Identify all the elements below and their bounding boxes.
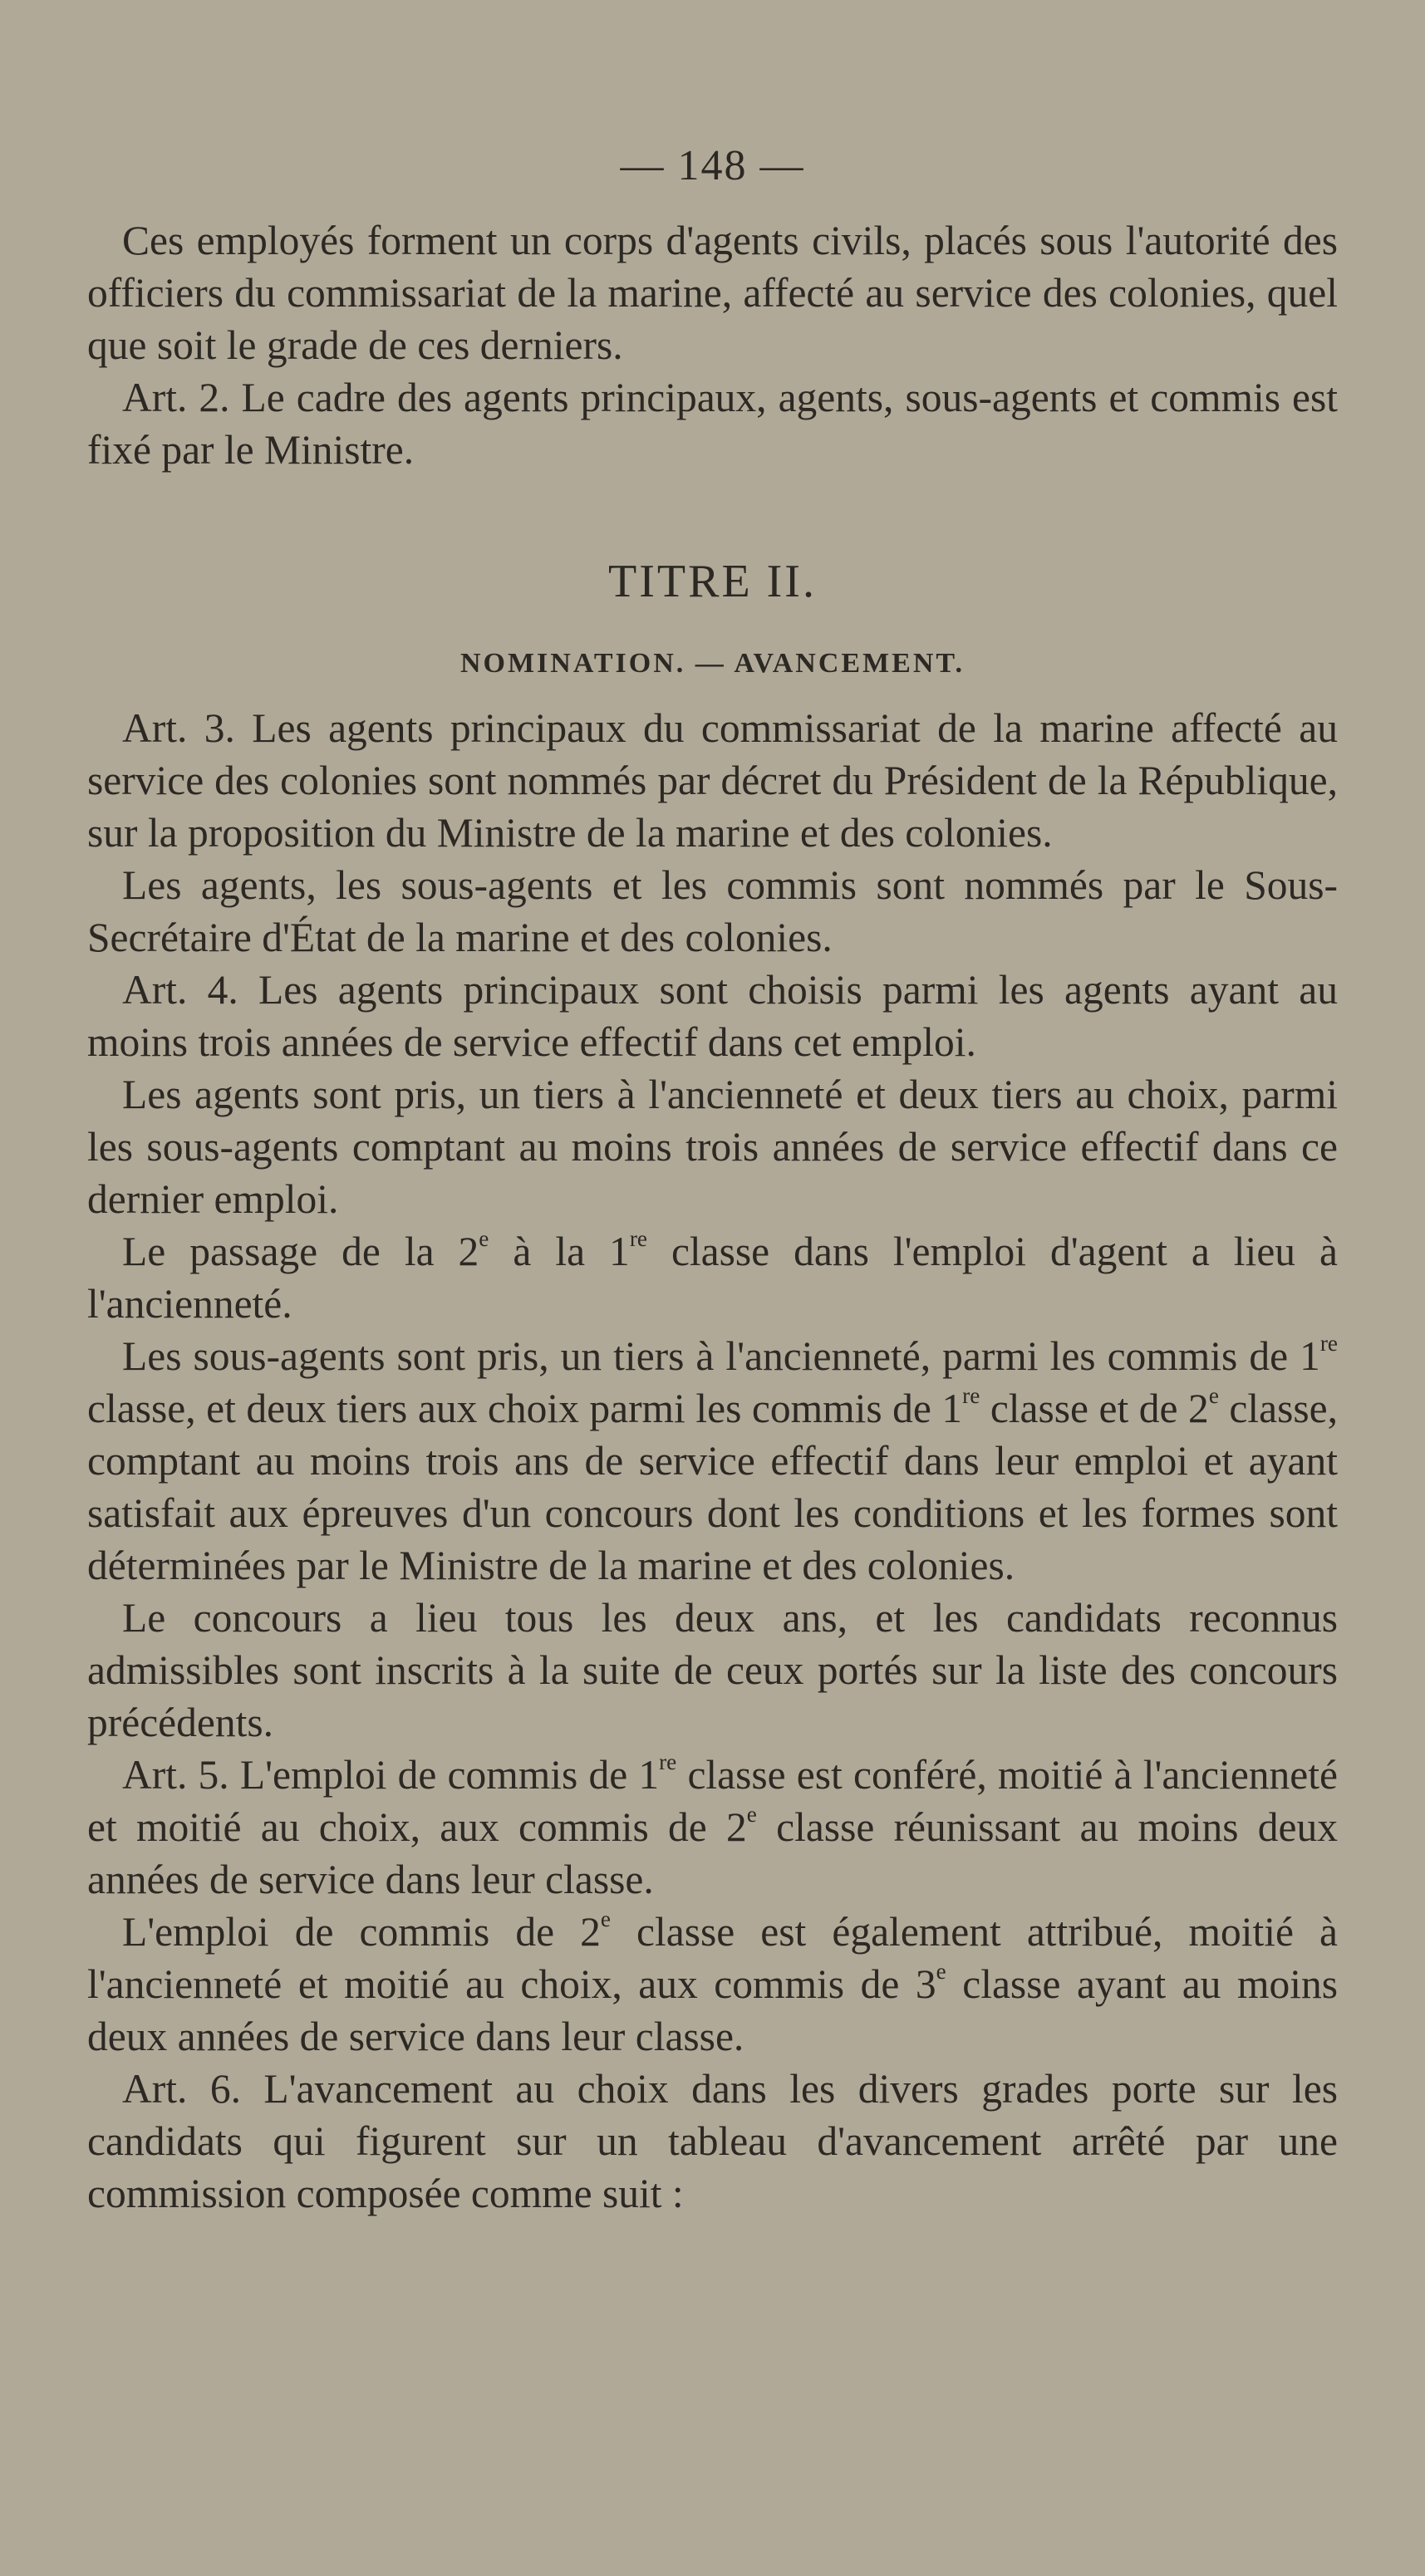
paragraph: Ces employés forment un corps d'agents civils, placés sous l'autorité des officiers du commissariat de la marine, affecté au service des colonies, quel que soit le grade de ces derniers.	[87, 218, 1338, 368]
paragraph: Art. 3. Les agents principaux du commissariat de la marine affecté au service des colonies sont nommés par décret du Président de la République, sur la proposition du Ministre de la marine et des colonies.	[87, 705, 1338, 856]
section-body	[87, 702, 1338, 2220]
section-intro	[87, 214, 1338, 476]
paragraph: Art. 5. L'emploi de commis de 1re classe est conféré, moitié à l'ancienneté et moitié au choix, aux commis de 2e classe réunissant au moins deux années de service dans leur classe.	[87, 1749, 1338, 1902]
paragraph: Les sous-agents sont pris, un tiers à l'ancienneté, parmi les commis de 1re classe, et deux tiers aux choix parmi les commis de 1re classe et de 2e classe, comptant au moins trois ans de service effectif dans leur emploi et ayant satisfait aux épreuves d'un concours dont les conditions et les formes sont déterminées par le Ministre de la marine et des colonies.	[87, 1330, 1339, 1588]
section-subtitle: NOMINATION. — AVANCEMENT.	[459, 648, 966, 679]
paragraph: Le concours a lieu tous les deux ans, et les candidats reconnus admissibles sont inscrits à la suite de ceux portés sur la liste des concours précédents.	[87, 1595, 1338, 1745]
paragraph: Les agents, les sous-agents et les commis sont nommés par le Sous-Secrétaire d'État de la marine et des colonies.	[87, 862, 1338, 960]
paragraph: Les agents sont pris, un tiers à l'ancienneté et deux tiers au choix, parmi les sous-agents comptant au moins trois années de service effectif dans ce dernier emploi.	[87, 1072, 1338, 1222]
paragraph: Le passage de la 2e à la 1re classe dans l'emploi d'agent a lieu à l'ancienneté.	[87, 1225, 1338, 1327]
paragraph: L'emploi de commis de 2e classe est également attribué, moitié à l'ancienneté et moitié au choix, aux commis de 3e classe ayant au moins deux années de service dans leur classe.	[87, 1906, 1338, 2059]
section-title: TITRE II.	[608, 556, 817, 607]
paragraph: Art. 6. L'avancement au choix dans les divers grades porte sur les candidats qui figurent sur un tableau d'avancement arrêté par une commission composée comme suit :	[87, 2066, 1338, 2216]
paragraph: Art. 4. Les agents principaux sont choisis parmi les agents ayant au moins trois années de service effectif dans cet emploi.	[87, 967, 1338, 1065]
paragraph: Art. 2. Le cadre des agents principaux, agents, sous-agents et commis est fixé par le Ministre.	[87, 375, 1338, 473]
page-number: — 148 —	[620, 142, 805, 189]
